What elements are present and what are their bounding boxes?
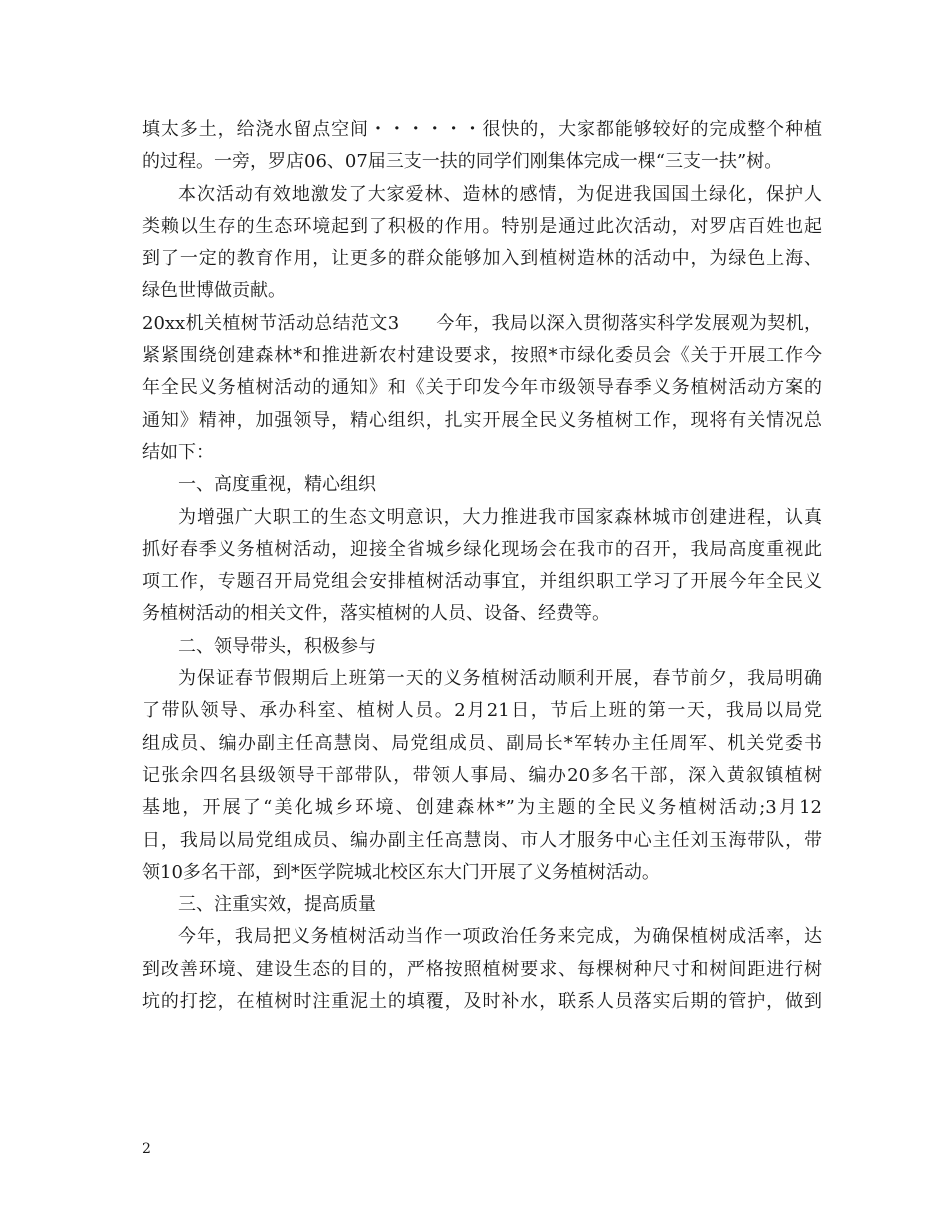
text-line: 坑的打挖，在植树时注重泥土的填覆，及时补水，联系人员落实后期的管护，做到 bbox=[142, 991, 822, 1013]
text-line: 记张余四名县级领导干部带队，带领人事局、编办20多名干部，深入黄叙镇植树 bbox=[142, 764, 822, 786]
text-line: 本次活动有效地激发了大家爱林、造林的感情，为促进我国国土绿化，保护人 bbox=[178, 183, 822, 205]
text-line: 为保证春节假期后上班第一天的义务植树活动顺利开展，春节前夕，我局明确 bbox=[178, 668, 822, 690]
text-line: 到改善环境、建设生态的目的，严格按照植树要求、每棵树种尺寸和树间距进行树 bbox=[142, 958, 822, 980]
text-line: 今年，我局把义务植树活动当作一项政治任务来完成，为确保植树成活率，达 bbox=[178, 926, 822, 948]
text-line: 领10多名干部，到*医学院城北校区东大门开展了义务植树活动。 bbox=[142, 861, 660, 883]
section-heading-line: 20xx机关植树节活动总结范文3 今年，我局以深入贯彻落实科学发展观为契机， bbox=[142, 312, 822, 334]
subheading: 二、领导带头，积极参与 bbox=[178, 635, 376, 657]
text-line: 抓好春季义务植树活动，迎接全省城乡绿化现场会在我市的召开，我局高度重视此 bbox=[142, 538, 822, 560]
text-line: 的过程。一旁，罗店06、07届三支一扶的同学们刚集体完成一棵“三支一扶”树。 bbox=[142, 151, 783, 173]
text-line: 务植树活动的相关文件，落实植树的人员、设备、经费等。 bbox=[142, 603, 610, 625]
text-line: 组成员、编办副主任高慧岗、局党组成员、副局长*军转办主任周军、机关党委书 bbox=[142, 732, 822, 754]
text-line: 为增强广大职工的生态文明意识，大力推进我市国家森林城市创建进程，认真 bbox=[178, 506, 822, 528]
text-line: 通知》精神，加强领导，精心组织，扎实开展全民义务植树工作，现将有关情况总 bbox=[142, 409, 822, 431]
text-line: 绿色世博做贡献。 bbox=[142, 280, 286, 302]
page-number: 2 bbox=[142, 1141, 151, 1157]
text-line: 年全民义务植树活动的通知》和《关于印发今年市级领导春季义务植树活动方案的 bbox=[142, 377, 822, 399]
subheading: 三、注重实效，提高质量 bbox=[178, 894, 376, 916]
text-line: 填太多土，给浇水留点空间・・・・・・很快的，大家都能够较好的完成整个种植 bbox=[142, 119, 822, 140]
text-line: 基地，开展了“美化城乡环境、创建森林*”为主题的全民义务植树活动;3月12 bbox=[142, 797, 822, 819]
text-line: 项工作，专题召开局党组会安排植树活动事宜，并组织职工学习了开展今年全民义 bbox=[142, 571, 822, 593]
text-line: 结如下： bbox=[142, 441, 214, 463]
text-line: 了带队领导、承办科室、植树人员。2月21日，节后上班的第一天，我局以局党 bbox=[142, 700, 822, 722]
subheading: 一、高度重视，精心组织 bbox=[178, 474, 376, 496]
text-line: 到了一定的教育作用，让更多的群众能够加入到植树造林的活动中，为绿色上海、 bbox=[142, 248, 822, 270]
document-body bbox=[142, 114, 822, 1018]
text-line: 日，我局以局党组成员、编办副主任高慧岗、市人才服务中心主任刘玉海带队，带 bbox=[142, 829, 822, 851]
text-line: 类赖以生存的生态环境起到了积极的作用。特别是通过此次活动，对罗店百姓也起 bbox=[142, 215, 822, 237]
text-line: 紧紧围绕创建森林*和推进新农村建设要求，按照*市绿化委员会《关于开展工作今 bbox=[142, 345, 822, 367]
